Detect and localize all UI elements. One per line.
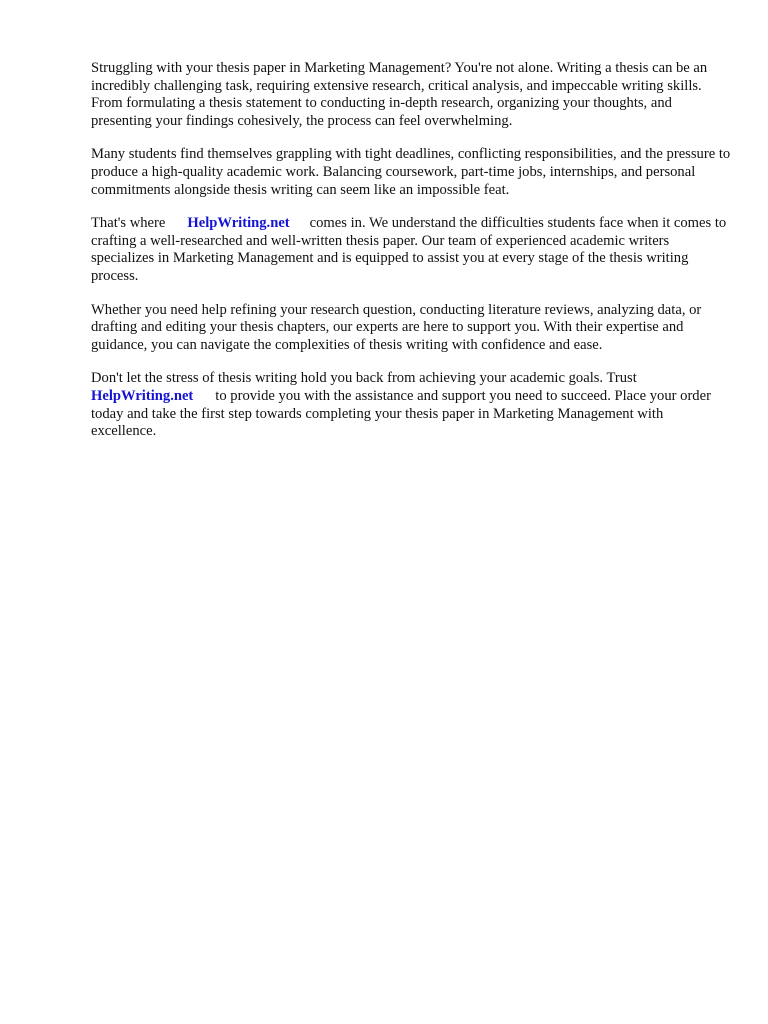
paragraph-service-lead: That's where — [91, 215, 166, 232]
paragraph-service-tail: comes in. We understand the difficulties students face when it comes to crafting a well-researched and well-written thesis paper. Our team of experienced academic writers specializes in Marketing Management and is equipped to assist you at every stage of the thesis writing process. — [91, 215, 727, 284]
paragraph-service-intro — [91, 215, 731, 285]
paragraph-cta-lead: Don't let the stress of thesis writing hold you back from achieving your academic goals. Trust — [91, 370, 637, 387]
document-body — [91, 60, 731, 457]
paragraph-support: Whether you need help refining your research question, conducting literature reviews, analyzing data, or drafting and editing your thesis chapters, our experts are here to support you. With their expertise and guidance, you can navigate the complexities of thesis writing with confidence and ease. — [91, 301, 702, 353]
helpwriting-link-cta[interactable]: HelpWriting.net — [91, 387, 194, 404]
paragraph-challenges: Many students find themselves grappling with tight deadlines, conflicting responsibilities, and the pressure to produce a high-quality academic work. Balancing coursework, part-time jobs, internships, and personal commitments alongside thesis writing can seem like an impossible feat. — [91, 146, 731, 198]
paragraph-call-to-action — [91, 370, 731, 440]
paragraph-cta-tail: to provide you with the assistance and support you need to succeed. Place your order today and take the first step towards completing your thesis paper in Marketing Management with excellence. — [91, 387, 711, 440]
paragraph-intro: Struggling with your thesis paper in Marketing Management? You're not alone. Writing a thesis can be an incredibly challenging task, requiring extensive research, critical analysis, and impeccable writing skills. From formulating a thesis statement to conducting in-depth research, organizing your thoughts, and presenting your findings cohesively, the process can feel overwhelming. — [91, 60, 708, 129]
helpwriting-link[interactable]: HelpWriting.net — [187, 215, 290, 232]
